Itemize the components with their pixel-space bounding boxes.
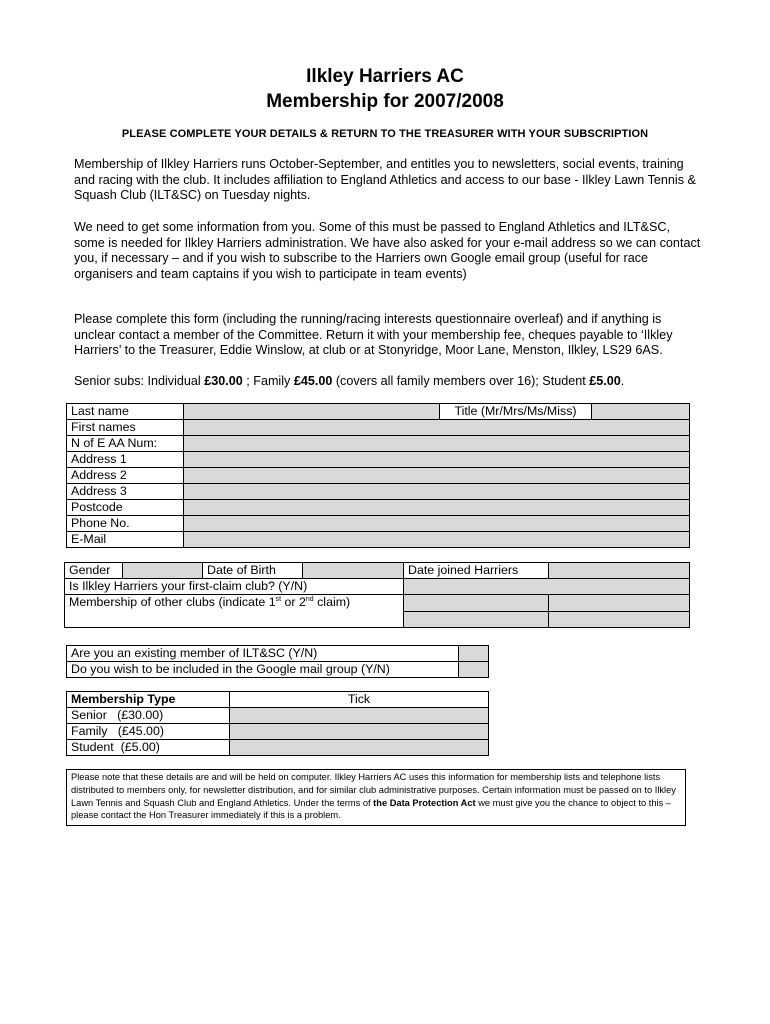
other-clubs-sup1: st xyxy=(275,595,282,603)
other-club-1-field[interactable] xyxy=(404,595,549,612)
subs-end: . xyxy=(620,374,625,388)
address1-label: Address 1 xyxy=(67,452,184,468)
gender-label: Gender xyxy=(65,563,123,579)
membership-type-table xyxy=(66,691,489,756)
ilt-google-table xyxy=(66,645,489,678)
family-tick[interactable] xyxy=(230,724,489,740)
date-joined-label: Date joined Harriers xyxy=(404,563,549,579)
title-field[interactable] xyxy=(592,404,690,420)
other-club-2-field[interactable] xyxy=(404,611,549,628)
address2-label: Address 2 xyxy=(67,468,184,484)
google-group-field[interactable] xyxy=(459,662,489,678)
email-label: E-Mail xyxy=(67,532,184,548)
other-clubs-sup2: nd xyxy=(305,595,314,603)
email-field[interactable] xyxy=(184,532,690,548)
other-club-1-claim-field[interactable] xyxy=(549,595,690,612)
address1-field[interactable] xyxy=(184,452,690,468)
date-joined-field[interactable] xyxy=(549,563,690,579)
subs-individual: £30.00 xyxy=(204,374,243,388)
existing-member-label: Are you an existing member of ILT&SC (Y/N) xyxy=(67,646,459,662)
subs-mid2: (covers all family members over 16); Student xyxy=(332,374,590,388)
phone-label: Phone No. xyxy=(67,516,184,532)
dob-field[interactable] xyxy=(303,563,404,579)
intro-paragraph-3: Please complete this form (including the running/racing interests questionnaire overleaf) and if anything is unclear contact a member of the Committee. Return it with your membership fee, cheques payable to ‘Ilkley Harriers’ to the Treasurer, Eddie Winslow, at club or at Stonyridge, Moor Lane, Menston, Ilkley, LS29 6AS. xyxy=(74,312,673,358)
intro-paragraph-1: Membership of Ilkley Harriers runs October-September, and entitles you to newsletters, social events, training and racing with the club. It includes affiliation to England Athletics and access to our base - Ilkley Lawn Tennis & Squash Club (ILT&SC) on Tuesday nights. xyxy=(74,157,696,203)
first-claim-field[interactable] xyxy=(404,579,690,595)
google-group-label: Do you wish to be included in the Google mail group (Y/N) xyxy=(67,662,459,678)
postcode-field[interactable] xyxy=(184,500,690,516)
last-name-field[interactable] xyxy=(184,404,440,420)
first-claim-label: Is Ilkley Harriers your first-claim club? (Y/N) xyxy=(65,579,404,595)
subscription-line xyxy=(74,374,704,390)
last-name-label: Last name xyxy=(67,404,184,420)
note-text-a: Please note that these details are and will be held on computer. Ilkley Harriers AC uses this information for membership lists and telephone lists distributed to members only, for newsletter distribution, and for similar club administrative purposes. Certain information must be passed on to Ilkley Lawn Tennis and Squash Club and England Athletics. Under the terms of xyxy=(71,772,676,808)
form-title: Membership for 2007/2008 xyxy=(266,91,504,112)
instruction-heading: PLEASE COMPLETE YOUR DETAILS & RETURN TO THE TREASURER WITH YOUR SUBSCRIPTION xyxy=(121,128,649,140)
student-label: Student (£5.00) xyxy=(67,740,230,756)
senior-label: Senior (£30.00) xyxy=(67,708,230,724)
address2-field[interactable] xyxy=(184,468,690,484)
intro-paragraph-2: We need to get some information from you. Some of this must be passed to England Athletics and ILT&SC, some is needed for Ilkley Harriers administration. We have also asked for your e-mail address so we can contact you, if necessary – and if you wish to subscribe to the Harriers own Google email group (useful for race organisers and team captains if you wish to participate in team events) xyxy=(74,220,701,281)
subs-mid1: ; Family xyxy=(242,374,294,388)
personal-details-table xyxy=(66,403,690,548)
student-tick[interactable] xyxy=(230,740,489,756)
club-details-table xyxy=(64,562,690,628)
phone-field[interactable] xyxy=(184,516,690,532)
other-clubs-text-a: Membership of other clubs (indicate 1 xyxy=(69,595,276,609)
note-text-bold: the Data Protection Act xyxy=(373,797,476,808)
other-club-2-claim-field[interactable] xyxy=(549,611,690,628)
address3-label: Address 3 xyxy=(67,484,184,500)
address3-field[interactable] xyxy=(184,484,690,500)
other-clubs-label xyxy=(65,595,404,628)
subs-family: £45.00 xyxy=(293,374,333,388)
subs-student: £5.00 xyxy=(589,374,621,388)
subs-prefix: Senior subs: Individual xyxy=(74,374,205,388)
eaa-num-label: N of E AA Num: xyxy=(67,436,184,452)
title-label: Title (Mr/Mrs/Ms/Miss) xyxy=(440,404,592,420)
gender-field[interactable] xyxy=(123,563,203,579)
tick-header: Tick xyxy=(230,692,489,708)
eaa-num-field[interactable] xyxy=(184,436,690,452)
club-title: Ilkley Harriers AC xyxy=(306,66,464,87)
first-names-field[interactable] xyxy=(184,420,690,436)
other-clubs-text-c: claim) xyxy=(313,595,351,609)
data-protection-note xyxy=(66,769,686,826)
existing-member-field[interactable] xyxy=(459,646,489,662)
senior-tick[interactable] xyxy=(230,708,489,724)
family-label: Family (£45.00) xyxy=(67,724,230,740)
note-text-b: we must give you the chance to object to this – please contact the Hon Treasurer immediately if this is a problem. xyxy=(71,797,671,821)
first-names-label: First names xyxy=(67,420,184,436)
other-clubs-text-b: or 2 xyxy=(281,595,306,609)
postcode-label: Postcode xyxy=(67,500,184,516)
membership-type-header: Membership Type xyxy=(67,692,230,708)
dob-label: Date of Birth xyxy=(203,563,303,579)
